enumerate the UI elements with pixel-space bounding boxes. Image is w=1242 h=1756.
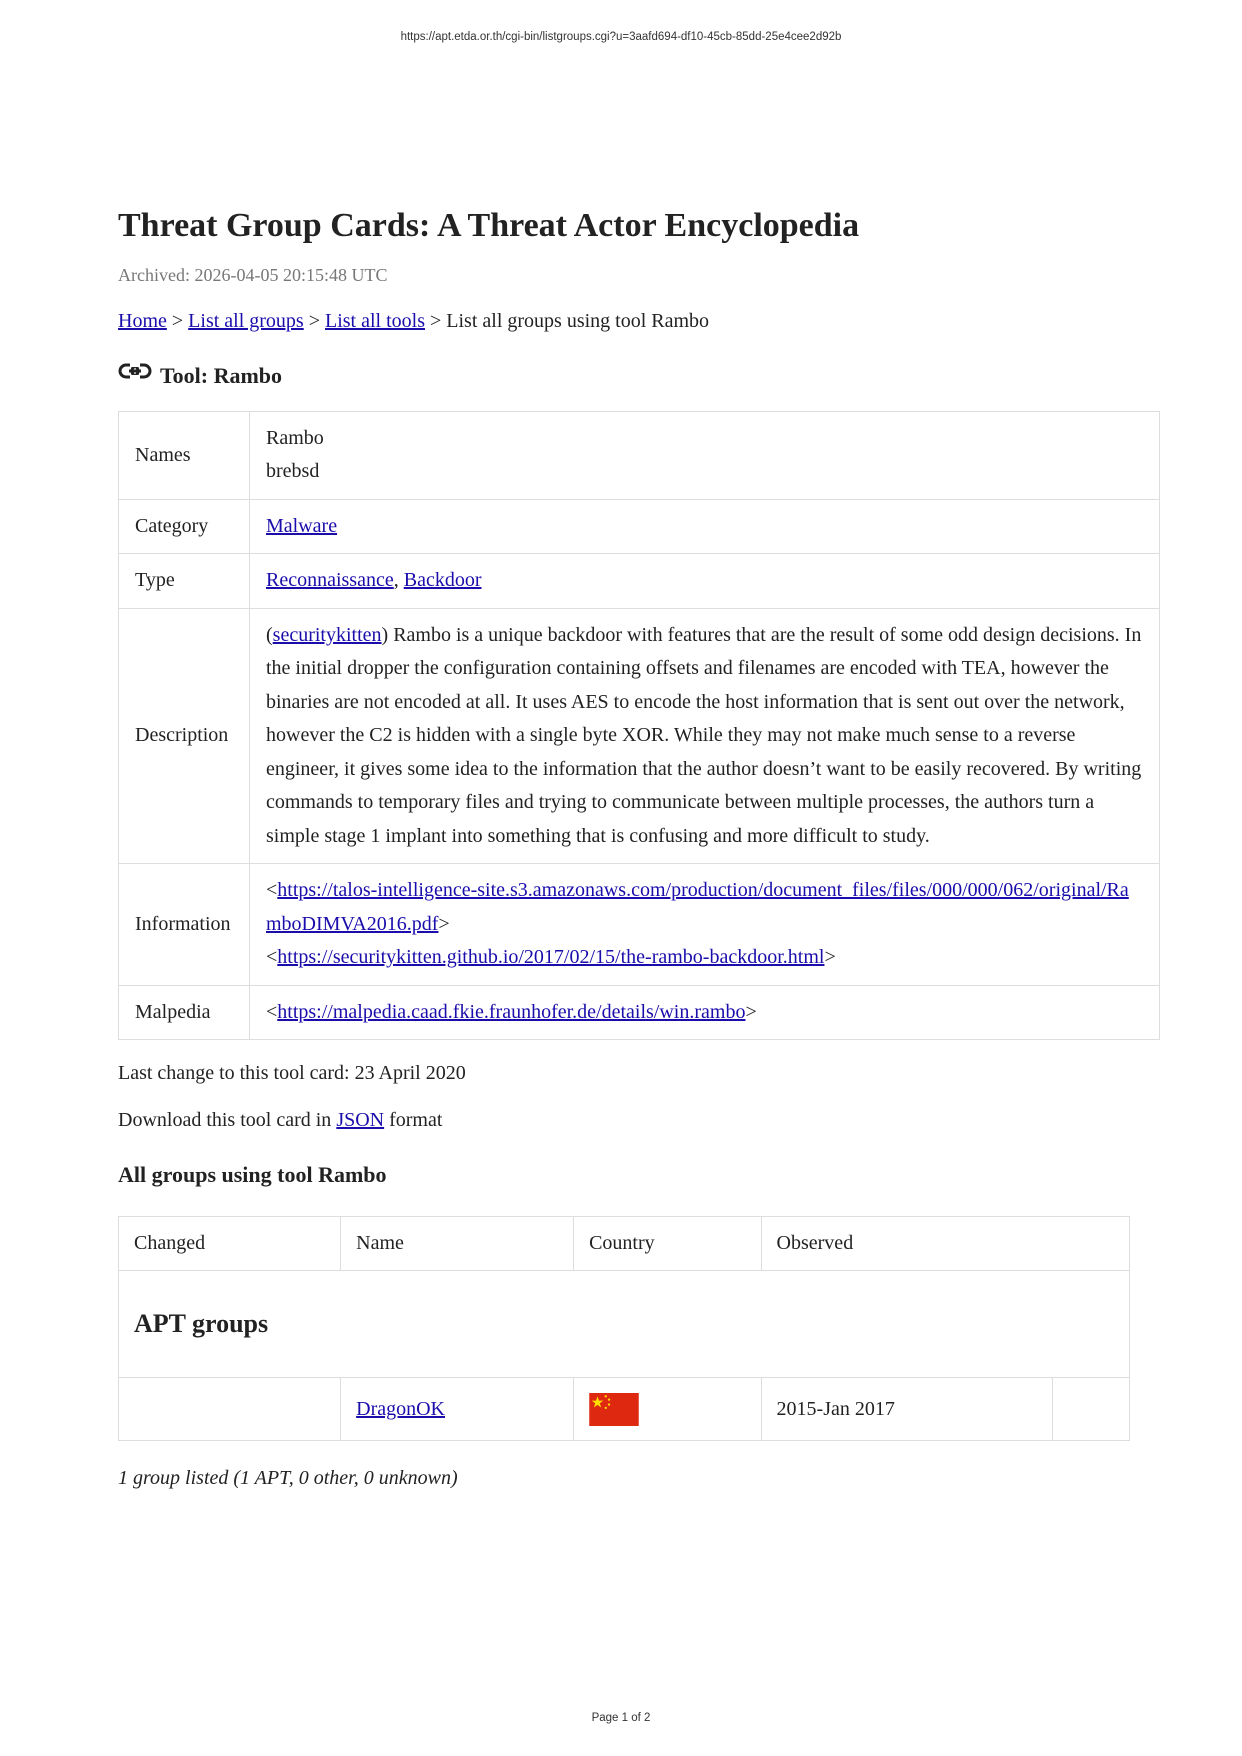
page-url-header: https://apt.etda.or.th/cgi-bin/listgroups.cgi?u=3aafd694-df10-45cb-85dd-25e4cee2d92b [400, 31, 842, 43]
angle-open: < [266, 879, 278, 902]
type-backdoor-link[interactable]: Backdoor [403, 569, 482, 592]
angle-close: > [745, 1000, 757, 1023]
description-label: Description [119, 608, 250, 864]
type-separator: , [393, 569, 404, 592]
description-value [250, 608, 1160, 864]
apt-section-row [119, 1271, 1130, 1378]
malpedia-label: Malpedia [119, 985, 250, 1040]
information-value [250, 864, 1160, 986]
tool-heading [118, 361, 1158, 389]
archived-timestamp: Archived: 2026-04-05 20:15:48 UTC [118, 264, 388, 285]
angle-open: < [266, 946, 278, 969]
type-row [119, 554, 1160, 609]
tool-name: Rambo [266, 426, 324, 449]
breadcrumb [118, 310, 1158, 333]
china-flag-icon [589, 1393, 639, 1426]
group-observed-cell: 2015-Jan 2017 [761, 1378, 1052, 1441]
apt-groups-section-title: APT groups [119, 1271, 1130, 1378]
information-row [119, 864, 1160, 986]
names-value [250, 411, 1160, 499]
malpedia-value [250, 985, 1160, 1040]
names-row [119, 411, 1160, 499]
malpedia-row [119, 985, 1160, 1040]
type-label: Type [119, 554, 250, 609]
category-row [119, 499, 1160, 554]
description-open-paren: ( [266, 623, 273, 646]
names-label: Names [119, 411, 250, 499]
download-suffix: format [384, 1109, 443, 1132]
group-extra-cell [1053, 1378, 1130, 1441]
angle-close: > [824, 946, 836, 969]
breadcrumb-separator: > [166, 309, 189, 332]
groups-header-row [119, 1217, 1130, 1271]
page-title: Threat Group Cards: A Threat Actor Encyclopedia [118, 207, 860, 244]
information-label: Information [119, 864, 250, 986]
description-text: ) Rambo is a unique backdoor with features that are the result of some odd design decisions. In the initial dropper the configuration containing offsets and filenames are encoded with TEA, however the binaries are not encoded at all. It uses AES to encode the host information that is sent out over the network, however the C2 is hidden with a single byte XOR. While they may not make much sense to a reverse engineer, it gives some idea to the information that the author doesn’t want to be easily recovered. By writing commands to temporary files and trying to communicate between multiple processes, the authors turn a simple stage 1 implant into something that is confusing and more difficult to study. [266, 623, 1142, 847]
column-header-observed: Observed [761, 1217, 1129, 1271]
main-content [118, 206, 1158, 1490]
breadcrumb-current: > List all groups using tool Rambo [425, 309, 710, 332]
description-source-link[interactable]: securitykitten [272, 623, 382, 646]
category-malware-link[interactable]: Malware [266, 514, 338, 537]
type-reconnaissance-link[interactable]: Reconnaissance [266, 569, 394, 592]
tool-alias: brebsd [266, 460, 320, 483]
column-header-country: Country [574, 1217, 761, 1271]
download-line [118, 1109, 1158, 1132]
breadcrumb-separator: > [303, 309, 325, 332]
angle-close: > [438, 912, 450, 935]
group-dragonok-link[interactable]: DragonOK [356, 1397, 445, 1420]
type-value [250, 554, 1160, 609]
breadcrumb-groups-link[interactable]: List all groups [188, 309, 304, 332]
groups-heading: All groups using tool Rambo [118, 1162, 387, 1188]
category-value [250, 499, 1160, 554]
talos-pdf-link[interactable]: https://talos-intelligence-site.s3.amazonaws.com/production/document_files/files/000/000/062/original/RamboDIMVA2016.pdf [266, 879, 1129, 935]
groups-summary: 1 group listed (1 APT, 0 other, 0 unknown) [118, 1467, 458, 1490]
category-label: Category [119, 499, 250, 554]
page-number-footer: Page 1 of 2 [591, 1712, 651, 1724]
malpedia-link[interactable]: https://malpedia.caad.fkie.fraunhofer.de/details/win.rambo [277, 1000, 746, 1023]
securitykitten-blog-link[interactable]: https://securitykitten.github.io/2017/02/15/the-rambo-backdoor.html [277, 946, 825, 969]
tool-info-table [118, 411, 1160, 1041]
group-country-cell [574, 1378, 761, 1441]
description-row [119, 608, 1160, 864]
json-download-link[interactable]: JSON [336, 1109, 385, 1132]
groups-table [118, 1216, 1130, 1441]
download-prefix: Download this tool card in [118, 1109, 337, 1132]
breadcrumb-tools-link[interactable]: List all tools [325, 309, 425, 332]
breadcrumb-home-link[interactable]: Home [118, 309, 167, 332]
angle-open: < [266, 1000, 278, 1023]
table-row [119, 1378, 1130, 1441]
group-changed-cell [119, 1378, 341, 1441]
column-header-changed: Changed [119, 1217, 341, 1271]
group-name-cell [341, 1378, 574, 1441]
tool-heading-text: Tool: Rambo [160, 362, 283, 388]
column-header-name: Name [341, 1217, 574, 1271]
link-icon [118, 361, 152, 385]
last-change-text: Last change to this tool card: 23 April 2020 [118, 1062, 466, 1085]
